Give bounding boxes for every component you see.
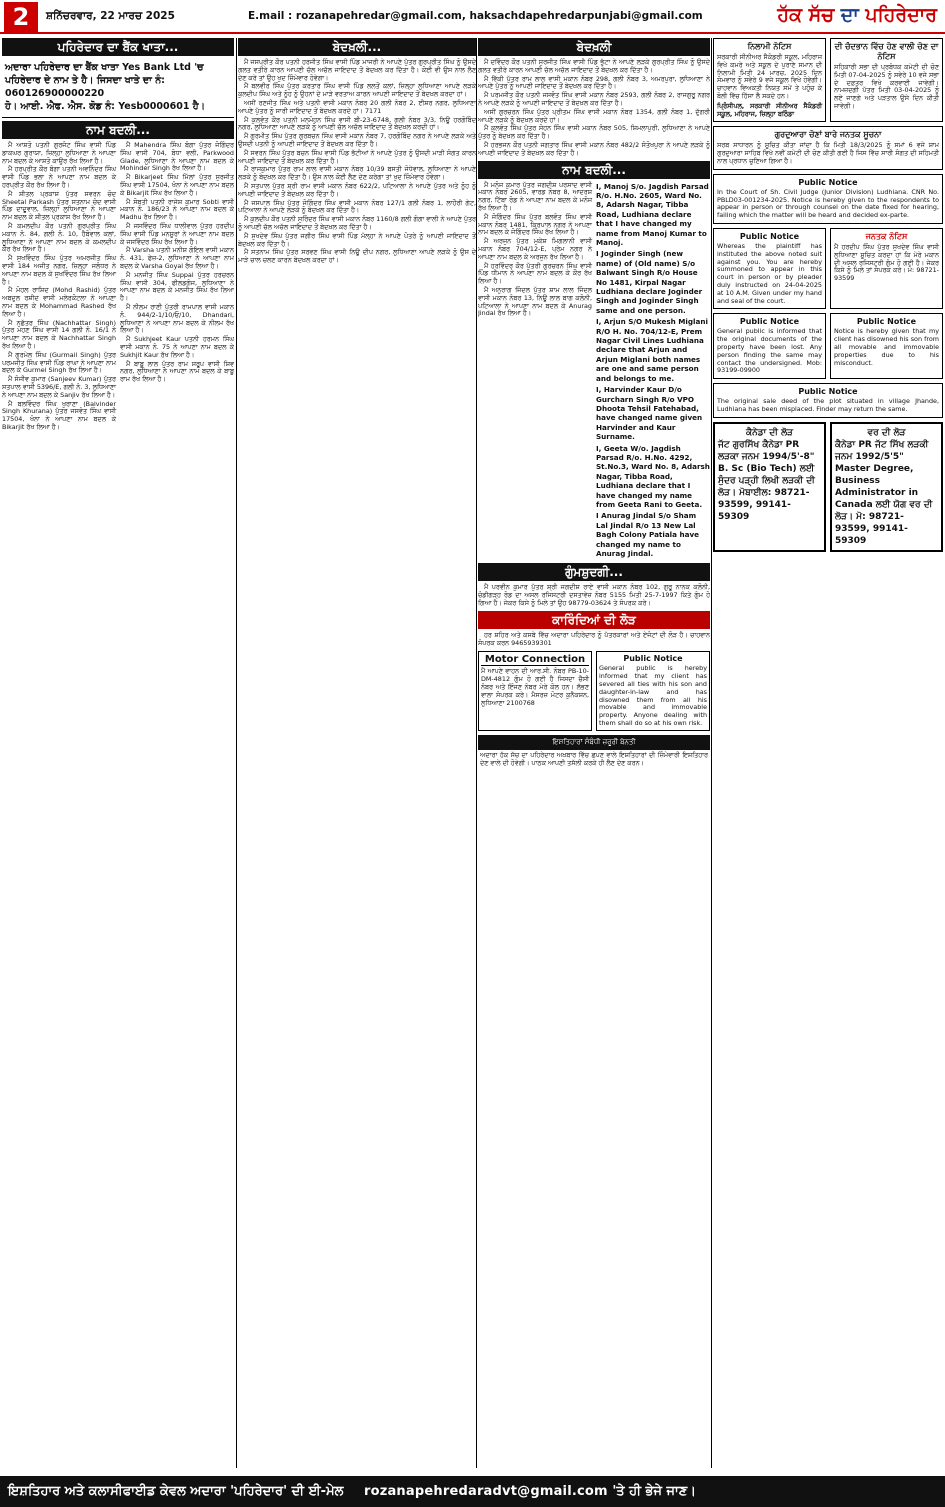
name-change-title: ਨਾਮ ਬਦਲੀ... (2, 121, 234, 139)
notice-item: ਮੈਂ ਸਤਪਾਲ ਪੁੱਤਰ ਸ਼੍ਰੀ ਰਾਮ ਵਾਸੀ ਮਕਾਨ ਨੰਬਰ 622/2, ਪਟਿਆਲਾ ਨੇ ਆਪਣੇ ਪੁੱਤਰ ਅਤੇ ਨੂੰਹ ਨੂੰ ਆਪਣੀ ਜਾਇਦਾਦ ਤੋਂ ਬੇਦਖ਼ਲ ਕਰ ਦਿੱਤਾ ਹੈ। (238, 181, 476, 198)
lower-notices (713, 313, 943, 383)
public-notice-4-title: Public Notice (856, 317, 917, 327)
gurdwara-text: ਸਰਬ ਸਾਧਾਰਨ ਨੂੰ ਸੂਚਿਤ ਕੀਤਾ ਜਾਂਦਾ ਹੈ ਕਿ ਮਿਤੀ 18/3/2025 ਨੂੰ ਸਮਾਂ 6 ਵਜੇ ਸ਼ਾਮ ਗੁਰਦੁਆਰਾ ਸਾਹਿਬ ਵਿਖੇ ਨਵੀਂ ਕਮੇਟੀ ਦੀ ਚੋਣ ਕੀਤੀ ਗਈ ਹੈ ਜਿਸ ਵਿੱਚ ਸਾਰੀ ਸੰਗਤ ਦੀ ਸਹਿਮਤੀ ਨਾਲ ਪ੍ਰਧਾਨ ਚੁਣਿਆ ਗਿਆ ਹੈ। (717, 141, 939, 165)
jobs-notice (478, 632, 710, 648)
court-notice-1 (713, 174, 943, 224)
notice-item: ਮੈਂ ਮਨੋਜ ਕੁਮਾਰ ਪੁੱਤਰ ਜਗਦੀਸ਼ ਪਰਸਾਦ ਵਾਸੀ ਮਕਾਨ ਨੰਬਰ 2605, ਵਾਰਡ ਨੰਬਰ 8, ਆਦਰਸ਼ ਨਗਰ, ਟਿੱਬਾ ਰੋਡ ਨੇ ਆਪਣਾ ਨਾਮ ਬਦਲ ਕੇ ਮਨੋਜ ਰੱਖ ਲਿਆ ਹੈ। (478, 180, 592, 212)
election-title: ਦੀ ਚੰਦਭਾਨ ਵਿੱਚ ਹੋਣ ਵਾਲੀ ਚੋਣ ਦਾ ਨੋਟਿਸ (834, 42, 939, 61)
notice-item: ਮੈਂ ਜੋਗਿੰਦਰ ਸਿੰਘ ਪੁੱਤਰ ਬਲਵੰਤ ਸਿੰਘ ਵਾਸੀ ਮਕਾਨ ਨੰਬਰ 1481, ਕ੍ਰਿਪਾਲ ਨਗਰ ਨੇ ਆਪਣਾ ਨਾਮ ਬਦਲ ਕੇ ਜੋਗਿੰਦਰ ਸਿੰਘ ਰੱਖ ਲਿਆ ਹੈ। (478, 212, 592, 237)
page-footer (0, 1476, 945, 1507)
court-notice-1-text: In the Court of Sh. Civil Judge (Junior Division) Ludhiana. CNR No. PBLD03-001234-2025. Notice is hereby given to the respondents to appear in person or through counsel on the date fixed for hearing, failing which the matter will be heard and decided ex-parte. (717, 187, 939, 220)
public-notice-3-text: General public is informed that the original documents of the property have been lost. Any person finding the same may contact the undersigned. Mob: 93199-09900 (717, 327, 822, 375)
notice-item: ਮੈਂ ਮੋਹਲ ਰਾਸ਼ਿਦ (Mohd Rashid) ਪੁੱਤਰ ਅਬਦੁਲ ਰਸ਼ੀਦ ਵਾਸੀ ਮਲੇਰਕੋਟਲਾ ਨੇ ਆਪਣਾ ਨਾਮ ਬਦਲ ਕੇ Mohammad Rashed ਰੱਖ ਲਿਆ ਹੈ। (2, 286, 116, 318)
notice-item: I Anurag Jindal S/o Sham Lal Jindal R/o 13 New Lal Bagh Colony Patiala have changed my name to Anurag Jindal. (596, 511, 700, 558)
notice-item: ਮੈਂ ਹਰਵਿੰਦਰ ਕੌਰ ਪੁੱਤਰੀ ਗੁਰਚਰਨ ਸਿੰਘ ਵਾਸੀ ਪਿੰਡ ਧੀਮਾਨ ਨੇ ਆਪਣਾ ਨਾਮ ਬਦਲ ਕੇ ਕੌਰ ਰੱਖ ਲਿਆ ਹੈ। (478, 261, 592, 286)
notice-item: ਮੈਂ ਦਵਿੰਦਰ ਕੌਰ ਪਤਨੀ ਸੁਰਜੀਤ ਸਿੰਘ ਵਾਸੀ ਪਿੰਡ ਭੁੱਟਾ ਨੇ ਆਪਣੇ ਲੜਕੇ ਗੁਰਪ੍ਰੀਤ ਸਿੰਘ ਨੂੰ ਉਸਦੇ ਗਲਤ ਵਤੀਰੇ ਕਾਰਨ ਆਪਣੀ ਚੱਲ ਅਚੱਲ ਜਾਇਦਾਦ ਤੋਂ ਬੇਦਖ਼ਲ ਕਰ ਦਿੱਤਾ ਹੈ। (478, 58, 710, 74)
notice-item: ਮੈਂ ਨੀਲਮ ਰਾਣੀ ਪੁੱਤਰੀ ਰਾਮਪਾਲ ਵਾਸੀ ਮਕਾਨ ਨੰ. 944/2-1/10/ਓ/10, Dhandari, ਲੁਧਿਆਣਾ ਨੇ ਆਪਣਾ ਨਾਮ ਬਦਲ ਕੇ ਨੀਲਮ ਰੱਖ ਲਿਆ ਹੈ। (120, 302, 234, 335)
notice-item: ਮੈਂ ਕਮਲਦੀਪ ਕੌਰ ਪਤਨੀ ਗੁਰਪ੍ਰੀਤ ਸਿੰਘ ਮਕਾਨ ਨੰ. 84, ਗਲੀ ਨੰ. 10, ਹੈਬੋਵਾਲ ਕਲਾਂ, ਲੁਧਿਆਣਾ ਨੇ ਆਪਣਾ ਨਾਮ ਬਦਲ ਕੇ ਕਮਲਦੀਪ ਕੌਰ ਰੱਖ ਲਿਆ ਹੈ। (2, 221, 116, 254)
issue-date: ਸ਼ਨਿੱਚਰਵਾਰ, 22 ਮਾਰਚ 2025 (46, 10, 175, 22)
notice-item: ਮੈਂ ਸਤਨਾਮ ਸਿੰਘ ਪੁੱਤਰ ਸਰਵਣ ਸਿੰਘ ਵਾਸੀ ਨਿਊ ਦੀਪ ਨਗਰ, ਲੁਧਿਆਣਾ ਆਪਣੇ ਲੜਕੇ ਨੂੰ ਉਸ ਦੇ ਮਾੜੇ ਚਾਲ ਚਲਣ ਕਾਰਨ ਬੇਦਖ਼ਲ ਕਰਦਾ ਹਾਂ। (238, 248, 476, 265)
masthead-logo (777, 4, 937, 26)
name-change-bilingual (478, 182, 710, 561)
jobs-title: ਕਾਰਿੰਦਿਆਂ ਦੀ ਲੋੜ (478, 611, 710, 629)
notice-item: ਮੈਂ ਸੁਖਦੇਵ ਸਿੰਘ ਪੁੱਤਰ ਜਗੀਰ ਸਿੰਘ ਵਾਸੀ ਪਿੰਡ ਮੱਲ੍ਹਾ ਨੇ ਆਪਣੇ ਪੋਤਰੇ ਨੂੰ ਆਪਣੀ ਜਾਇਦਾਦ ਤੋਂ ਬੇਦਖ਼ਲ ਕਰ ਦਿੱਤਾ ਹੈ। (238, 231, 476, 248)
bottom-ads (478, 651, 710, 730)
court-notice-1-title: Public Notice (798, 177, 858, 187)
notice-item: I Joginder Singh (new name) of (Old name) S/o Balwant Singh R/o House No 1481, Kirpal Nagar Ludhiana declare Joginder Singh and Joginder Singh same and one person. (596, 249, 703, 315)
auction-title: ਨਿਲਾਮੀ ਨੋਟਿਸ (747, 42, 792, 51)
notice-item: ਮੈਂ ਸੁਖਵਿੰਦਰ ਸਿੰਘ ਪੁੱਤਰ ਅਮਰਜੀਤ ਸਿੰਘ ਵਾਸੀ 184 ਅਜੀਤ ਨਗਰ, ਜ਼ਿਲ੍ਹਾ ਜਲੰਧਰ ਨੇ ਆਪਣਾ ਨਾਮ ਬਦਲ ਕੇ ਸੁਖਵਿੰਦਰ ਸਿੰਘ ਰੱਖ ਲਿਆ ਹੈ। (2, 254, 116, 286)
notice-item: ਮੈਂ ਬਾਬੂ ਲਾਲ ਪੁੱਤਰ ਰਾਮ ਸਰੂਪ ਵਾਸੀ ਸ਼ਿਵ ਨਗਰ, ਲੁਧਿਆਣਾ ਨੇ ਆਪਣਾ ਨਾਮ ਬਦਲ ਕੇ ਬਾਬੂ ਰਾਮ ਰੱਖ ਲਿਆ ਹੈ। (120, 359, 234, 384)
notice-item: ਮੈਂ ਸਵਰਨ ਸਿੰਘ ਪੁੱਤਰ ਬਚਨ ਸਿੰਘ ਵਾਸੀ ਪਿੰਡ ਭੱਟੀਆਂ ਨੇ ਆਪਣੇ ਪੁੱਤਰ ਨੂੰ ਉਸਦੀ ਮਾੜੀ ਸੰਗਤ ਕਾਰਨ ਆਪਣੀ ਜਾਇਦਾਦ ਤੋਂ ਬੇਦਖ਼ਲ ਕਰ ਦਿੱਤਾ ਹੈ। (238, 148, 476, 165)
disowning-list (238, 59, 476, 265)
public-notice-3 (713, 313, 826, 379)
column-2 (238, 38, 476, 1468)
notice-item: ਮੈਂ ਗੁਰਮੇਲ ਸਿੰਘ (Gurmail Singh) ਪੁੱਤਰ ਪਰਮਜੀਤ ਸਿੰਘ ਵਾਸੀ ਪਿੰਡ ਰਾਘਾ ਨੇ ਆਪਣਾ ਨਾਮ ਬਦਲ ਕੇ Gurmel Singh ਰੱਖ ਲਿਆ ਹੈ। (2, 350, 116, 375)
masthead-part3: ਪਹਿਰੇਦਾਰ (858, 4, 937, 26)
column-divider (476, 38, 477, 1468)
notice-item: ਮੈਂ Sukhjeet Kaur ਪਤਨੀ ਹਰਮਨ ਸਿੰਘ ਵਾਸੀ ਮਕਾਨ ਨੰ. 75 ਨੇ ਆਪਣਾ ਨਾਮ ਬਦਲ ਕੇ Sukhjit Kaur ਰੱਖ ਲਿਆ ਹੈ। (120, 335, 234, 359)
janatak-notice (830, 228, 943, 309)
notice-item: I, Manoj S/o. Jagdish Parsad R/o. H.No. 2605, Ward No. 8, Adarsh Nagar, Tibba Road, Ludhiana declare that I have changed my name from Manoj Kumar to Manoj. (596, 181, 709, 247)
matrimonial-right-text: ਕੈਨੇਡਾ PR ਜੱਟ ਸਿੱਖ ਲੜਕੀ ਜਨਮ 1992/5'5" Master Degree, Business Administrator in Canada ਲਈ ਯੋਗ ਵਰ ਦੀ ਲੋੜ। ਮੋ: 98721-93599, 99141-59309 (835, 439, 933, 546)
auction-notice (713, 38, 826, 122)
bank-line-2: ਹੋ। ਆਈ. ਐਫ. ਐਸ. ਕੋਡ ਨੰ: Yesb0000601 ਹੈ। (5, 101, 205, 112)
public-notice-4-text: Notice is hereby given that my client has disowned his son from all movable and immovable properties due to his misconduct. (834, 327, 939, 367)
notice-item: ਮੈਂ ਹਰਭਜਨ ਕੌਰ ਪਤਨੀ ਜਗਤਾਰ ਸਿੰਘ ਵਾਸੀ ਮਕਾਨ ਨੰਬਰ 482/2 ਸੰਤੋਖਪੁਰਾ ਨੇ ਆਪਣੇ ਲੜਕੇ ਨੂੰ ਆਪਣੀ ਜਾਇਦਾਦ ਤੋਂ ਬੇਦਖ਼ਲ ਕਰ ਦਿੱਤਾ ਹੈ। (478, 140, 710, 157)
column-3 (478, 38, 710, 1218)
notice-item: ਮੈਂ ਬਲਵੀਰ ਸਿੰਘ ਪੁੱਤਰ ਕਰਤਾਰ ਸਿੰਘ ਵਾਸੀ ਪਿੰਡ ਲਲਤੋਂ ਕਲਾਂ, ਜ਼ਿਲ੍ਹਾ ਲੁਧਿਆਣਾ ਆਪਣੇ ਲੜਕੇ ਕੁਲਦੀਪ ਸਿੰਘ ਅਤੇ ਨੂੰਹ ਨੂੰ ਉਹਨਾਂ ਦੇ ਮਾੜੇ ਵਰਤਾਅ ਕਾਰਨ ਆਪਣੀ ਜਾਇਦਾਦ ਤੋਂ ਬੇਦਖ਼ਲ ਕਰਦਾ ਹਾਂ। (238, 82, 476, 99)
bank-account-box (2, 59, 234, 118)
bank-section-title: ਪਹਿਰੇਦਾਰ ਦਾ ਬੈਂਕ ਖਾਤਾ... (2, 38, 234, 56)
notice-item: ਮੈਂ ਨਛੱਤਰ ਸਿੰਘ (Nachhattar Singh) ਪੁੱਤਰ ਮੋਹਣ ਸਿੰਘ ਵਾਸੀ 14 ਗਲੀ ਨੰ. 16/1 ਨੇ ਆਪਣਾ ਨਾਮ ਬਦਲ ਕੇ Nachhattar Singh ਰੱਖ ਲਿਆ ਹੈ। (2, 318, 116, 350)
notice-item: ਮੈਂ ਬਲਵਿੰਦਰ ਸਿੰਘ ਖੁਰਾਣਾ (Balvinder Singh Khurana) ਪੁੱਤਰ ਜਸਵੰਤ ਸਿੰਘ ਵਾਸੀ 17504, ਖੰਨਾ ਨੇ ਆਪਣਾ ਨਾਮ ਬਦਲ ਕੇ Bikarjit ਰੱਖ ਲਿਆ ਹੈ। (2, 399, 116, 431)
notice-item: ਮੈਂ ਗੁਰਮੀਤ ਸਿੰਘ ਪੁੱਤਰ ਗੁਰਬਚਨ ਸਿੰਘ ਵਾਸੀ ਮਕਾਨ ਨੰਬਰ 7, ਹਰਗੋਬਿੰਦ ਨਗਰ ਨੇ ਆਪਣੇ ਲੜਕੇ ਅਤੇ ਉਸਦੀ ਪਤਨੀ ਨੂੰ ਆਪਣੀ ਜਾਇਦਾਦ ਤੋਂ ਬੇਦਖ਼ਲ ਕਰ ਦਿੱਤਾ ਹੈ। (238, 132, 476, 148)
notice-item: ਮੈਂ ਆਸ਼ਤੋ ਪਤਨੀ ਗੁਰਜੰਟ ਸਿੰਘ ਵਾਸੀ ਪਿੰਡ ਡਾਕਘਰ ਗੁਰਾਯਾ, ਜ਼ਿਲ੍ਹਾ ਲੁਧਿਆਣਾ ਨੇ ਆਪਣਾ ਨਾਮ ਬਦਲ ਕੇ ਆਸ਼ਤੋ ਕਾਉਰ ਰੱਖ ਲਿਆ ਹੈ। (2, 141, 116, 165)
masthead-part2: ਦਾ (840, 4, 859, 26)
public-notice-4 (830, 313, 943, 379)
notice-item: ਮੈਂ ਜਸਪਾਲ ਸਿੰਘ ਪੁੱਤਰ ਜੋਗਿੰਦਰ ਸਿੰਘ ਵਾਸੀ ਮਕਾਨ ਨੰਬਰ 127/1 ਗਲੀ ਨੰਬਰ 1, ਲਾਹੌਰੀ ਗੇਟ, ਪਟਿਆਲਾ ਨੇ ਆਪਣੇ ਲੜਕੇ ਨੂੰ ਬੇਦਖ਼ਲ ਕਰ ਦਿੱਤਾ ਹੈ। (238, 198, 476, 215)
gurdwara-notice (713, 126, 943, 169)
notice-item: ਮੈਂ ਪਰਮਜੀਤ ਕੌਰ ਪਤਨੀ ਜਸਵੰਤ ਸਿੰਘ ਵਾਸੀ ਮਕਾਨ ਨੰਬਰ 2593, ਗਲੀ ਨੰਬਰ 2, ਰਾਜਗੁਰੂ ਨਗਰ ਨੇ ਆਪਣੇ ਲੜਕੇ ਨੂੰ ਆਪਣੀ ਜਾਇਦਾਦ ਤੋਂ ਬੇਦਖ਼ਲ ਕਰ ਦਿੱਤਾ ਹੈ। (478, 91, 710, 107)
court-notice-2 (713, 228, 826, 309)
top-notices (713, 38, 943, 126)
court-notice-2-title: Public Notice (739, 231, 800, 241)
footer-text: ਇਸ਼ਤਿਹਾਰ ਅਤੇ ਕਲਾਸੀਫਾਈਡ ਕੇਵਲ ਅਦਾਰਾ 'ਪਹਿਰੇਦਾਰ' ਦੀ ਈ-ਮੇਲ (8, 1484, 344, 1499)
public-notice-ad (596, 651, 710, 730)
notice-item: ਮੈਂ ਕੁਲਵੰਤ ਸਿੰਘ ਪੁੱਤਰ ਸੋਹਨ ਸਿੰਘ ਵਾਸੀ ਮਕਾਨ ਨੰਬਰ 505, ਸ਼ਿਮਲਾਪੁਰੀ, ਲੁਧਿਆਣਾ ਨੇ ਆਪਣੇ ਪੁੱਤਰ ਨੂੰ ਬੇਦਖ਼ਲ ਕਰ ਦਿੱਤਾ ਹੈ। (478, 124, 710, 141)
advert-disclaimer-text: ਅਦਾਰਾ ਹੱਕ ਸੱਚ ਦਾ ਪਹਿਰੇਦਾਰ ਅਖ਼ਬਾਰ ਵਿੱਚ ਛਪਣ ਵਾਲੇ ਇਸ਼ਤਿਹਾਰਾਂ ਦੀ ਜ਼ਿੰਮੇਵਾਰੀ ਇਸ਼ਤਿਹਾਰ ਦੇਣ ਵਾਲੇ ਦੀ ਹੋਵੇਗੀ। ਪਾਠਕ ਆਪਣੀ ਤਸੱਲੀ ਕਰਕੇ ਹੀ ਲੈਣ ਦੇਣ ਕਰਨ। (480, 750, 708, 767)
janatak-text: ਮੈਂ ਹਰਦੀਪ ਸਿੰਘ ਪੁੱਤਰ ਸੁਖਦੇਵ ਸਿੰਘ ਵਾਸੀ ਲੁਧਿਆਣਾ ਸੂਚਿਤ ਕਰਦਾ ਹਾਂ ਕਿ ਮੇਰੇ ਮਕਾਨ ਦੀ ਅਸਲ ਰਜਿਸਟਰੀ ਗੁੰਮ ਹੋ ਗਈ ਹੈ। ਜੇਕਰ ਕਿਸੇ ਨੂੰ ਮਿਲੇ ਤਾਂ ਸੰਪਰਕ ਕਰੇ। ਮੋ: 98721-93599 (834, 242, 939, 283)
motor-ad-title: Motor Connection (481, 654, 589, 666)
notice-item: ਮੈਂ ਜਸਵਿੰਦਰ ਸਿੰਘ ਧਾਲੀਵਾਲ ਪੁੱਤਰ ਹਰਦੀਪ ਸਿੰਘ ਵਾਸੀ ਪਿੰਡ ਮਨਸੂਰਾਂ ਨੇ ਆਪਣਾ ਨਾਮ ਬਦਲ ਕੇ ਜਸਵਿੰਦਰ ਸਿੰਘ ਰੱਖ ਲਿਆ ਹੈ। (120, 221, 234, 246)
advert-disclaimer-bar: ਇਸ਼ਤਿਹਾਰਾਂ ਸੰਬੰਧੀ ਜ਼ਰੂਰੀ ਬੇਨਤੀ (478, 735, 710, 750)
notice-item: ਮੈਂ ਮਨਜੀਤ ਸਿੰਘ Suppal ਪੁੱਤਰ ਹਰਚਰਨ ਸਿੰਘ ਵਾਸੀ 304, ਫੀਲਡਗੰਜ, ਲੁਧਿਆਣਾ ਨੇ ਆਪਣਾ ਨਾਮ ਬਦਲ ਕੇ ਮਨਜੀਤ ਸਿੰਘ ਰੱਖ ਲਿਆ ਹੈ। (120, 270, 234, 303)
mid-notices (713, 228, 943, 313)
disowning-title-2: ਬੇਦਖ਼ਲੀ (478, 38, 710, 56)
notice-item: ਮੈਂ ਸੋਬਤੀ ਪਤਨੀ ਰਾਜੇਸ਼ ਕੁਮਾਰ Sobti ਵਾਸੀ ਮਕਾਨ ਨੰ. 186/23 ਨੇ ਆਪਣਾ ਨਾਮ ਬਦਲ ਕੇ Madhu ਰੱਖ ਲਿਆ ਹੈ। (120, 197, 234, 222)
notice-item: ਮੈਂ Varsha ਪਤਨੀ ਮਨੀਸ਼ ਗੋਇਲ ਵਾਸੀ ਮਕਾਨ ਨੰ. 431, ਫੇਜ਼-2, ਲੁਧਿਆਣਾ ਨੇ ਆਪਣਾ ਨਾਮ ਬਦਲ ਕੇ Varsha Goyal ਰੱਖ ਲਿਆ ਹੈ। (120, 246, 234, 270)
disowning-list-2 (478, 59, 710, 158)
notice-item: ਅਸੀਂ ਗੁਰਚਰਨ ਸਿੰਘ ਪੁੱਤਰ ਪ੍ਰੀਤਮ ਸਿੰਘ ਵਾਸੀ ਮਕਾਨ ਨੰਬਰ 1354, ਗਲੀ ਨੰਬਰ 1, ਦੁੱਗਰੀ ਆਪਣੇ ਲੜਕੇ ਨੂੰ ਬੇਦਖ਼ਲ ਕਰਦੇ ਹਾਂ। (478, 107, 710, 124)
footer-tail: 'ਤੇ ਹੀ ਭੇਜੇ ਜਾਣ। (612, 1484, 696, 1499)
notice-item: I, Arjun S/O Mukesh Miglani R/O H. No. 704/12-E, Prem Nagar Civil Lines Ludhiana declare that Arjun and Arjun Miglani both names are one and same person and belongs to me. (596, 317, 708, 383)
matrimonial-left-text: ਜੱਟ ਗੁਰਸਿੱਖ ਕੈਨੇਡਾ PR ਲੜਕਾ ਜਨਮ 1994/5'-8" B. Sc (Bio Tech) ਲਈ ਸੁੰਦਰ ਪੜ੍ਹੀ ਲਿਖੀ ਲੜਕੀ ਦੀ ਲੋੜ। ਮੋਬਾਈਲ: 98721-93599, 99141-59309 (718, 439, 815, 522)
auction-text: ਸਰਕਾਰੀ ਸੀਨੀਅਰ ਸੈਕੰਡਰੀ ਸਕੂਲ, ਮਹਿਰਾਜ ਵਿਖੇ ਕਮਰੇ ਅਤੇ ਸਕੂਲ ਦੇ ਪੁਰਾਣੇ ਸਮਾਨ ਦੀ ਨਿਲਾਮੀ ਮਿਤੀ 24 ਮਾਰਚ, 2025 ਦਿਨ ਸੋਮਵਾਰ ਨੂੰ ਸਵੇਰੇ 9 ਵਜੇ ਸਕੂਲ ਵਿਖੇ ਹੋਵੇਗੀ। ਚਾਹਵਾਨ ਵਿਅਕਤੀ ਨਿਯਤ ਸਮੇਂ ਤੇ ਪਹੁੰਚ ਕੇ ਬੋਲੀ ਵਿੱਚ ਹਿੱਸਾ ਲੈ ਸਕਦੇ ਹਨ। (717, 53, 822, 100)
matrimonial-ad-left (713, 422, 826, 552)
notice-item: ਮੈਂ ਸੰਜੀਵ ਕੁਮਾਰ (Sanjeev Kumar) ਪੁੱਤਰ ਸਤਪਾਲ ਵਾਸੀ 5396/E, ਗਲੀ ਨੰ. 3, ਲੁਧਿਆਣਾ ਨੇ ਆਪਣਾ ਨਾਮ ਬਦਲ ਕੇ Sanjiv ਰੱਖ ਲਿਆ ਹੈ। (2, 375, 116, 399)
matrimonial-ad-right (830, 422, 943, 552)
janatak-title: ਜਨਤਕ ਨੋਟਿਸ (865, 231, 908, 241)
name-change-punjabi (478, 182, 592, 561)
election-text: ਸਹਿਕਾਰੀ ਸਭਾ ਦੀ ਪ੍ਰਬੰਧਕ ਕਮੇਟੀ ਦੀ ਚੋਣ ਮਿਤੀ 07-04-2025 ਨੂੰ ਸਵੇਰੇ 10 ਵਜੇ ਸਭਾ ਦੇ ਦਫ਼ਤਰ ਵਿਖੇ ਕਰਵਾਈ ਜਾਵੇਗੀ। ਨਾਮਜ਼ਦਗੀ ਪੱਤਰ ਮਿਤੀ 03-04-2025 ਨੂੰ ਲਏ ਜਾਣਗੇ ਅਤੇ ਪੜਤਾਲ ਉਸੇ ਦਿਨ ਕੀਤੀ ਜਾਵੇਗੀ। (834, 63, 939, 110)
page-header (0, 0, 945, 34)
motor-ad-text: ਮੈਂ ਆਪਣੇ ਵਾਹਨ ਦੀ ਆਰ.ਸੀ. ਨੰਬਰ PB-10-DM-4812 ਗੁੰਮ ਹੋ ਗਈ ਹੈ ਜਿਸਦਾ ਚੈਸੀ ਨੰਬਰ ਅਤੇ ਇੰਜਣ ਨੰਬਰ ਮੇਰੇ ਕੋਲ ਹਨ। ਲੱਭਣ ਵਾਲਾ ਸੰਪਰਕ ਕਰੇ। ਮੈਸਰਜ਼ ਮੋਟਰ ਕੁਨੈਕਸ਼ਨ, ਲੁਧਿਆਣਾ 2100768 (481, 667, 589, 707)
motor-connection-ad (478, 651, 592, 730)
election-notice (830, 38, 943, 122)
header-emails[interactable]: E.mail : rozanapehredar@gmail.com, haksachdapehredarpunjabi@gmail.com (248, 10, 703, 22)
column-1 (2, 38, 234, 1468)
public-notice-5 (713, 383, 943, 418)
notice-item: I, Geeta W/o. Jagdish Parsad R/o. H.No. 4292, St.No.3, Ward No. 8, Adarsh Nagar, Tibba Road, Ludhiana declare that I have changed my name from Geeta Rani to Geeta. (596, 443, 710, 509)
notice-item: ਮੈਂ ਅਨੁਰਾਗ ਜਿੰਦਲ ਪੁੱਤਰ ਸ਼ਾਮ ਲਾਲ ਜਿੰਦਲ ਵਾਸੀ ਮਕਾਨ ਨੰਬਰ 13, ਨਿਊ ਲਾਲ ਬਾਗ ਕਲੋਨੀ, ਪਟਿਆਲਾ ਨੇ ਆਪਣਾ ਨਾਮ ਬਦਲ ਕੇ Anurag Jindal ਰੱਖ ਲਿਆ ਹੈ। (478, 285, 592, 318)
column-divider (711, 38, 712, 1468)
name-change-right-list (120, 142, 234, 433)
matrimonial-ads (713, 422, 943, 556)
public-notice-3-title: Public Notice (739, 317, 800, 327)
public-notice-text: General public is hereby informed that my client has severed all ties with his son and daughter-in-law and has disowned them from all his movable and immovable property. Anyone dealing with them shall do so at his own risk. (599, 664, 707, 727)
public-notice-5-title: Public Notice (798, 387, 858, 397)
notice-item: ਮੈਂ ਕੁਲਦੀਪ ਕੌਰ ਪਤਨੀ ਸੁਰਿੰਦਰ ਸਿੰਘ ਵਾਸੀ ਮਕਾਨ ਨੰਬਰ 1160/8 ਗਲੀ ਗੰਗਾ ਵਾਲੀ ਨੇ ਆਪਣੇ ਪੁੱਤਰ ਨੂੰ ਆਪਣੀ ਚੱਲ ਅਚੱਲ ਜਾਇਦਾਦ ਤੋਂ ਬੇਦਖ਼ਲ ਕਰ ਦਿੱਤਾ ਹੈ। (238, 215, 476, 231)
name-change-title-2: ਨਾਮ ਬਦਲੀ... (478, 161, 710, 179)
auction-sign: ਪ੍ਰਿੰਸੀਪਲ, ਸਰਕਾਰੀ ਸੀਨੀਅਰ ਸੈਕੰਡਰੀ ਸਕੂਲ, ਮਹਿਰਾਜ, ਜ਼ਿਲ੍ਹਾ ਬਠਿੰਡਾ (717, 101, 822, 118)
footer-email[interactable]: rozanapehredaradvt@gmail.com (363, 1484, 608, 1499)
lost-title: ਗੁੰਮਸ਼ੁਦਗੀ... (478, 563, 710, 581)
name-change-left-list (2, 142, 116, 433)
disowning-title: ਬੇਦਖ਼ਲੀ... (238, 38, 476, 56)
public-notice-5-text: The original sale deed of the plot situated in village Jhande, Ludhiana has been misplaced. Finder may return the same. (717, 397, 939, 413)
public-notice-title: Public Notice (623, 654, 683, 664)
notice-item: ਮੈਂ ਹਰਪ੍ਰੀਤ ਕੌਰ ਬੰਗਾ ਪਤਨੀ ਅਵਨਿੰਦਰ ਸਿੰਘ ਵਾਸੀ ਪਿੰਡ ਭਲਾ ਨੇ ਆਪਣਾ ਨਾਮ ਬਦਲ ਕੇ ਹਰਪ੍ਰੀਤ ਕੌਰ ਰੱਖ ਲਿਆ ਹੈ। (2, 165, 116, 189)
notice-item: I, Harvinder Kaur D/o Gurcharn Singh R/o VPO Dhoota Tehsil Fatehabad, have changed name given Harvinder and Kaur Surname. (596, 385, 703, 442)
notice-item: ਮੈਂ ਵਿੱਕੀ ਪੁੱਤਰ ਰਾਮ ਲਾਲ ਵਾਸੀ ਮਕਾਨ ਨੰਬਰ 298, ਗਲੀ ਨੰਬਰ 3, ਅਮਰਪੁਰਾ, ਲੁਧਿਆਣਾ ਨੇ ਆਪਣੇ ਪੁੱਤਰ ਨੂੰ ਆਪਣੀ ਜਾਇਦਾਦ ਤੋਂ ਬੇਦਖ਼ਲ ਕਰ ਦਿੱਤਾ ਹੈ। (478, 74, 710, 91)
name-change-english (596, 182, 710, 561)
column-4 (713, 38, 943, 1468)
notice-item: ਮੈਂ ਪਰਵੀਨ ਕੁਮਾਰ ਪੁੱਤਰ ਸ਼੍ਰੀ ਜਗਦੀਸ਼ ਰਾਏ ਵਾਸੀ ਮਕਾਨ ਨੰਬਰ 102, ਗੁਰੂ ਨਾਨਕ ਕਲੋਨੀ, ਚੰਡੀਗੜ੍ਹ ਰੋਡ ਦਾ ਅਸਲ ਰਜਿਸਟਰੀ ਦਸਤਾਵੇਜ਼ ਨੰਬਰ 5155 ਮਿਤੀ 25-7-1997 ਕਿਤੇ ਗੁੰਮ ਹੋ ਗਿਆ ਹੈ। ਜੇਕਰ ਕਿਸੇ ਨੂੰ ਮਿਲੇ ਤਾਂ ਉਹ 98779-03624 ਤੇ ਸੰਪਰਕ ਕਰੇ। (478, 583, 710, 607)
notice-item: ਅਸੀਂ ਰਣਜੀਤ ਸਿੰਘ ਅਤੇ ਪਤਨੀ ਵਾਸੀ ਮਕਾਨ ਨੰਬਰ 20 ਗਲੀ ਨੰਬਰ 2, ਈਸ਼ਰ ਨਗਰ, ਲੁਧਿਆਣਾ ਆਪਣੇ ਪੁੱਤਰ ਨੂੰ ਸਾਰੀ ਜਾਇਦਾਦ ਤੋਂ ਬੇਦਖ਼ਲ ਕਰਦੇ ਹਾਂ। 7171 (238, 98, 476, 115)
court-notice-2-text: Whereas the plaintiff has instituted the above noted suit against you. You are hereby summoned to appear in this court in person or by pleader duly instructed on 24-04-2025 at 10 A.M. Given under my hand and seal of the court. (717, 241, 822, 305)
notice-item: ਮੈਂ Mahendra ਸਿੰਘ ਬੰਗਾ ਪੁੱਤਰ ਜੋਗਿੰਦਰ ਸਿੰਘ ਵਾਸੀ 704, ਬੋਧਾ ਵਲੀ, Parkwood Glade, ਲੁਧਿਆਣਾ ਨੇ ਆਪਣਾ ਨਾਮ ਬਦਲ ਕੇ Mohinder Singh ਰੱਖ ਲਿਆ ਹੈ। (120, 141, 234, 173)
notice-item: ਮੈਂ Bikarjeet ਸਿੰਘ ਮਿੱਲਾਂ ਪੁੱਤਰ ਸੁਰਜੀਤ ਸਿੰਘ ਵਾਸੀ 17504, ਖੰਨਾ ਨੇ ਆਪਣਾ ਨਾਮ ਬਦਲ ਕੇ Bikarjit ਸਿੰਘ ਰੱਖ ਲਿਆ ਹੈ। (120, 173, 234, 197)
notice-item: ਮੈਂ ਕੁਲਵੰਤ ਕੌਰ ਪਤਨੀ ਮਨਮੋਹਨ ਸਿੰਘ ਵਾਸੀ ਬੀ-23-6748, ਗਲੀ ਨੰਬਰ 3/3, ਨਿਊ ਹਰਗੋਬਿੰਦ ਨਗਰ, ਲੁਧਿਆਣਾ ਆਪਣੇ ਲੜਕੇ ਨੂੰ ਆਪਣੀ ਚੱਲ ਅਚੱਲ ਜਾਇਦਾਦ ਤੋਂ ਬੇਦਖ਼ਲ ਕਰਦੀ ਹਾਂ। (238, 115, 476, 132)
notice-item: ਮੈਂ ਸ਼ੀਤਲ ਪ੍ਰਕਾਸ਼ ਪੁੱਤਰ ਸਵਰਨ ਚੰਦ Sheetal Parkash ਪੁੱਤਰ ਸਤਨਾਮ ਚੰਦ ਵਾਸੀ ਪਿੰਡ ਦਾਦੂਵਾਲ, ਜ਼ਿਲ੍ਹਾ ਲੁਧਿਆਣਾ ਨੇ ਆਪਣਾ ਨਾਮ ਬਦਲ ਕੇ ਸ਼ੀਤਲ ਪ੍ਰਕਾਸ਼ ਰੱਖ ਲਿਆ ਹੈ। (2, 189, 116, 222)
column-divider (236, 38, 237, 1468)
gurdwara-title: ਗੁਰਦੁਆਰਾ ਚੋਣਾਂ ਬਾਰੇ ਜਨਤਕ ਸੂਚਨਾ (774, 130, 882, 140)
matrimonial-right-title: ਵਰ ਦੀ ਲੋੜ (867, 427, 906, 438)
notice-item: ਹਰ ਸ਼ਹਿਰ ਅਤੇ ਕਸਬੇ ਵਿੱਚ ਅਦਾਰਾ ਪਹਿਰੇਦਾਰ ਨੂੰ ਪੱਤਰਕਾਰਾਂ ਅਤੇ ਏਜੰਟਾਂ ਦੀ ਲੋੜ ਹੈ। ਚਾਹਵਾਨ ਸੰਪਰਕ ਕਰਨ 9465939301 (478, 630, 710, 647)
page-number: 2 (4, 2, 38, 32)
bank-line-1: ਅਦਾਰਾ ਪਹਿਰੇਦਾਰ ਦਾ ਬੈਂਕ ਖਾਤਾ Yes Bank Ltd 'ਚ ਪਹਿਰੇਦਾਰ ਦੇ ਨਾਮ ਤੇ ਹੈ। ਜਿਸਦਾ ਖਾਤੇ ਦਾ ਨੰ: 060126900000220 (5, 62, 204, 99)
matrimonial-left-title: ਕੈਨੇਡਾ ਦੀ ਲੋੜ (745, 427, 794, 438)
notice-item: ਮੈਂ ਜਸਪ੍ਰੀਤ ਕੌਰ ਪਤਨੀ ਹਰਜੀਤ ਸਿੰਘ ਵਾਸੀ ਪਿੰਡ ਮਾਜਰੀ ਨੇ ਆਪਣੇ ਪੁੱਤਰ ਗੁਰਪ੍ਰੀਤ ਸਿੰਘ ਨੂੰ ਉਸਦੇ ਗਲਤ ਵਤੀਰੇ ਕਾਰਨ ਆਪਣੀ ਚੱਲ ਅਚੱਲ ਜਾਇਦਾਦ ਤੋਂ ਬੇਦਖ਼ਲ ਕਰ ਦਿੱਤਾ ਹੈ। ਕੋਈ ਵੀ ਉਸ ਨਾਲ ਲੈਣ ਦੇਣ ਕਰੇ ਤਾਂ ਉਹ ਖੁਦ ਜ਼ਿੰਮੇਵਾਰ ਹੋਵੇਗਾ। (238, 58, 476, 82)
lost-notice (478, 584, 710, 607)
notice-item: ਮੈਂ ਰਾਜਕੁਮਾਰ ਪੁੱਤਰ ਰਾਮ ਲਾਲ ਵਾਸੀ ਮਕਾਨ ਨੰਬਰ 10/39 ਬਸਤੀ ਜੋਧੇਵਾਲ, ਲੁਧਿਆਣਾ ਨੇ ਆਪਣੇ ਲੜਕੇ ਨੂੰ ਬੇਦਖ਼ਲ ਕਰ ਦਿੱਤਾ ਹੈ। ਉਸ ਨਾਲ ਕੋਈ ਲੈਣ ਦੇਣ ਕਰੇਗਾ ਤਾਂ ਖੁਦ ਜ਼ਿੰਮੇਵਾਰ ਹੋਵੇਗਾ। (238, 165, 476, 182)
masthead-part1: ਹੱਕ ਸੱਚ (777, 4, 841, 26)
name-change-columns (2, 142, 234, 433)
notice-item: ਮੈਂ ਅਰਜੁਨ ਪੁੱਤਰ ਮੁਕੇਸ਼ ਮਿਗਲਾਨੀ ਵਾਸੀ ਮਕਾਨ ਨੰਬਰ 704/12-E, ਪ੍ਰੇਮ ਨਗਰ ਨੇ ਆਪਣਾ ਨਾਮ ਬਦਲ ਕੇ ਅਰਜੁਨ ਰੱਖ ਲਿਆ ਹੈ। (478, 237, 592, 261)
